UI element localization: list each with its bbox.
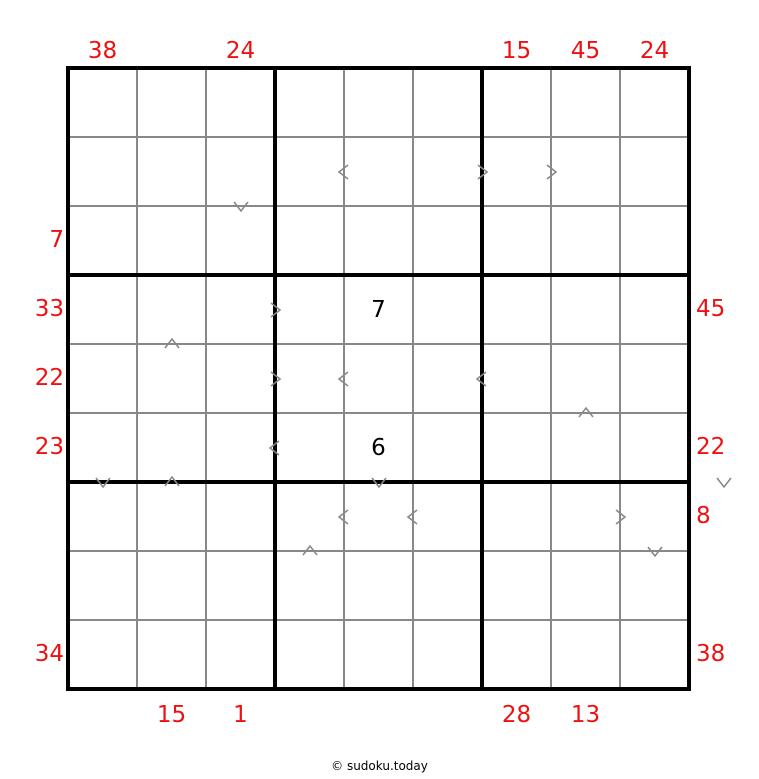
clue-left-9: 34: [34, 640, 64, 667]
cell-r8c5[interactable]: [346, 553, 411, 618]
up-arrow-icon: [162, 334, 182, 354]
cell-r6c7[interactable]: [484, 415, 549, 480]
cell-r2c2[interactable]: [139, 139, 204, 204]
clue-bottom-3: 1: [233, 702, 248, 728]
cell-r5c6[interactable]: [415, 346, 480, 411]
greater-than-icon: [265, 369, 285, 389]
cell-r3c1[interactable]: [70, 208, 135, 273]
less-than-icon: [334, 162, 354, 182]
cell-r1c8[interactable]: [553, 70, 618, 135]
cell-r2c6[interactable]: [415, 139, 480, 204]
cell-r2c4[interactable]: [277, 139, 342, 204]
down-arrow-icon: [369, 472, 389, 492]
cell-r7c2[interactable]: [139, 484, 204, 549]
cell-r2c3[interactable]: [208, 139, 273, 204]
cell-r9c5[interactable]: [346, 622, 411, 687]
cell-r9c4[interactable]: [277, 622, 342, 687]
cell-r3c9[interactable]: [622, 208, 687, 273]
clue-right-7: 8: [696, 502, 711, 529]
clue-right-4: 45: [696, 295, 726, 322]
cell-r8c9[interactable]: [622, 553, 687, 618]
cell-r6c6[interactable]: [415, 415, 480, 480]
cell-r8c3[interactable]: [208, 553, 273, 618]
cell-r7c6[interactable]: [415, 484, 480, 549]
cell-r2c1[interactable]: [70, 139, 135, 204]
cell-r4c2[interactable]: [139, 277, 204, 342]
clue-left-5: 22: [34, 364, 64, 391]
up-arrow-icon: [576, 403, 596, 423]
cell-r3c2[interactable]: [139, 208, 204, 273]
copyright-text: © sudoku.today: [331, 759, 428, 773]
cell-r8c6[interactable]: [415, 553, 480, 618]
cell-r1c2[interactable]: [139, 70, 204, 135]
cell-r6c8[interactable]: [553, 415, 618, 480]
cell-r1c9[interactable]: [622, 70, 687, 135]
cell-r8c4[interactable]: [277, 553, 342, 618]
clue-top-1: 38: [87, 38, 118, 64]
cell-r8c7[interactable]: [484, 553, 549, 618]
cell-r5c5[interactable]: [346, 346, 411, 411]
cell-r1c6[interactable]: [415, 70, 480, 135]
cell-r4c7[interactable]: [484, 277, 549, 342]
given-digit: 7: [371, 296, 386, 323]
cell-r4c5[interactable]: [346, 277, 411, 342]
greater-than-icon: [610, 507, 630, 527]
cell-r1c4[interactable]: [277, 70, 342, 135]
clue-bottom-8: 13: [570, 702, 601, 728]
clue-bottom-2: 15: [156, 702, 187, 728]
cell-r4c3[interactable]: [208, 277, 273, 342]
cell-r1c5[interactable]: [346, 70, 411, 135]
clue-right-9: 38: [696, 640, 726, 667]
cell-r4c6[interactable]: [415, 277, 480, 342]
down-arrow-icon: [93, 472, 113, 492]
cell-r4c8[interactable]: [553, 277, 618, 342]
cell-r5c8[interactable]: [553, 346, 618, 411]
down-arrow-icon: [714, 472, 734, 492]
clue-top-8: 45: [570, 38, 601, 64]
cell-r4c4[interactable]: [277, 277, 342, 342]
greater-than-icon: [541, 162, 561, 182]
up-arrow-icon: [162, 472, 182, 492]
down-arrow-icon: [231, 196, 251, 216]
cell-r9c1[interactable]: [70, 622, 135, 687]
cell-r7c1[interactable]: [70, 484, 135, 549]
cell-r7c9[interactable]: [622, 484, 687, 549]
cell-r2c9[interactable]: [622, 139, 687, 204]
less-than-icon: [334, 369, 354, 389]
cell-r7c3[interactable]: [208, 484, 273, 549]
clue-top-9: 24: [639, 38, 670, 64]
cell-r7c7[interactable]: [484, 484, 549, 549]
cell-r5c9[interactable]: [622, 346, 687, 411]
down-arrow-icon: [645, 541, 665, 561]
cell-r9c9[interactable]: [622, 622, 687, 687]
cell-r8c1[interactable]: [70, 553, 135, 618]
cell-r3c5[interactable]: [346, 208, 411, 273]
cell-r4c1[interactable]: [70, 277, 135, 342]
given-digit: 6: [371, 434, 386, 461]
cell-r9c2[interactable]: [139, 622, 204, 687]
clue-left-4: 33: [34, 295, 64, 322]
cell-r3c3[interactable]: [208, 208, 273, 273]
cell-r1c1[interactable]: [70, 70, 135, 135]
up-arrow-icon: [300, 541, 320, 561]
cell-r7c4[interactable]: [277, 484, 342, 549]
cell-r3c7[interactable]: [484, 208, 549, 273]
less-than-icon: [403, 507, 423, 527]
cell-r6c3[interactable]: [208, 415, 273, 480]
cell-r5c2[interactable]: [139, 346, 204, 411]
less-than-icon: [265, 438, 285, 458]
cell-r3c6[interactable]: [415, 208, 480, 273]
cell-r8c8[interactable]: [553, 553, 618, 618]
cell-r1c7[interactable]: [484, 70, 549, 135]
cell-r6c4[interactable]: [277, 415, 342, 480]
cell-r4c9[interactable]: [622, 277, 687, 342]
cell-r9c3[interactable]: [208, 622, 273, 687]
clue-right-6: 22: [696, 433, 726, 460]
cell-r5c1[interactable]: [70, 346, 135, 411]
cell-r2c8[interactable]: [553, 139, 618, 204]
cell-r6c5[interactable]: [346, 415, 411, 480]
less-than-icon: [472, 369, 492, 389]
cell-r2c7[interactable]: [484, 139, 549, 204]
cell-r3c4[interactable]: [277, 208, 342, 273]
greater-than-icon: [472, 162, 492, 182]
cell-r8c2[interactable]: [139, 553, 204, 618]
cell-r9c6[interactable]: [415, 622, 480, 687]
cell-r1c3[interactable]: [208, 70, 273, 135]
cell-r6c9[interactable]: [622, 415, 687, 480]
clue-top-3: 24: [225, 38, 256, 64]
cell-r3c8[interactable]: [553, 208, 618, 273]
cell-r6c1[interactable]: [70, 415, 135, 480]
cell-r9c7[interactable]: [484, 622, 549, 687]
clue-left-3: 7: [49, 226, 64, 253]
cell-r7c8[interactable]: [553, 484, 618, 549]
cell-r6c2[interactable]: [139, 415, 204, 480]
cell-r7c5[interactable]: [346, 484, 411, 549]
less-than-icon: [334, 507, 354, 527]
clue-left-6: 23: [34, 433, 64, 460]
cell-r2c5[interactable]: [346, 139, 411, 204]
cell-r5c3[interactable]: [208, 346, 273, 411]
clue-top-7: 15: [501, 38, 532, 64]
cell-r5c7[interactable]: [484, 346, 549, 411]
cell-r9c8[interactable]: [553, 622, 618, 687]
cell-r5c4[interactable]: [277, 346, 342, 411]
clue-bottom-7: 28: [501, 702, 532, 728]
greater-than-icon: [265, 300, 285, 320]
